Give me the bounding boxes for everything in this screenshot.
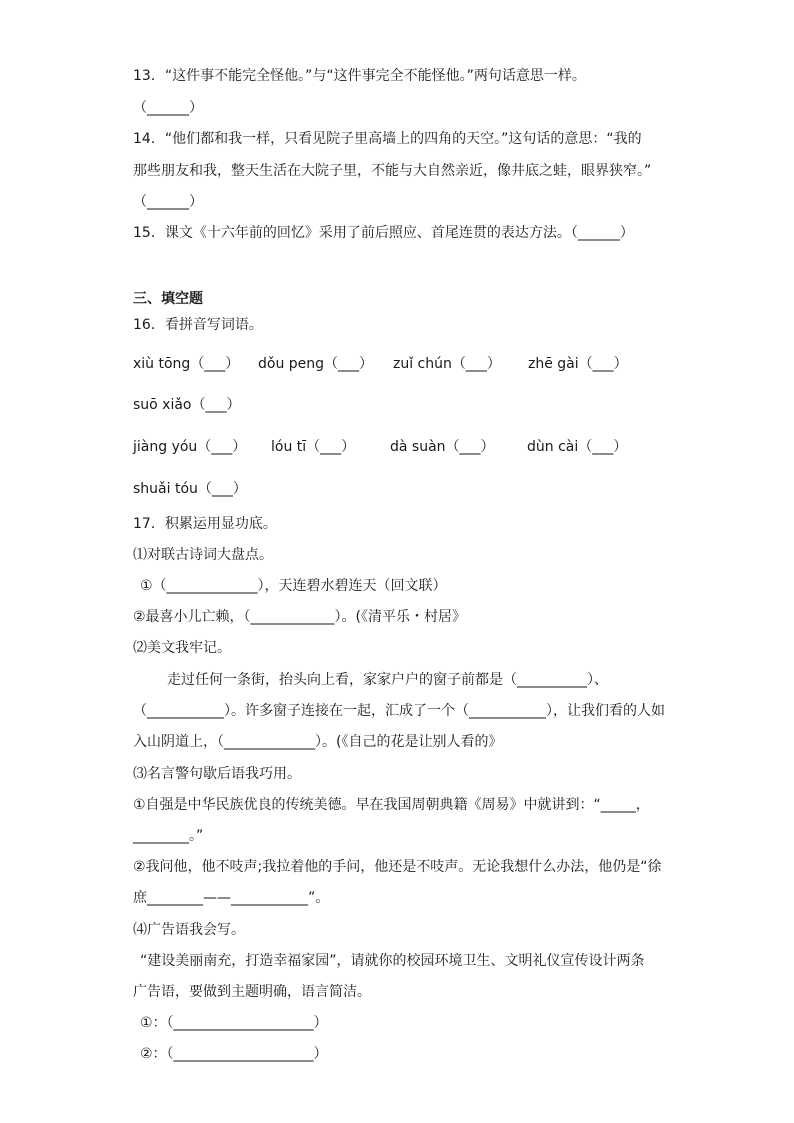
pinyin-item[interactable]: lóu tī（___） — [271, 439, 356, 455]
q17-part1-b[interactable]: ②最喜小儿亡赖，（____________）。(《清平乐・村居》 — [133, 609, 467, 625]
pinyin-item[interactable]: dùn cài（___） — [527, 439, 628, 455]
pinyin-item[interactable]: dà suàn（___） — [390, 439, 495, 455]
q17-part4-line-1: “建设美丽南充，打造幸福家园”，请就你的校园环境卫生、文明礼仪宣传设计两条 — [140, 953, 645, 969]
pinyin-item[interactable]: suō xiǎo（___） — [133, 397, 241, 413]
q13-text: 13．“这件事不能完全怪他。”与“这件事完全不能怪他。”两句话意思一样。 — [133, 68, 586, 84]
q17-part2-line-2[interactable]: （___________）。许多窗子连接在一起，汇成了一个（___________），让我们看的人如 — [133, 703, 665, 719]
q17-part3-b-line-2[interactable]: 庶________——___________”。 — [133, 890, 330, 906]
q17-part4-title: ⑷广告语我会写。 — [133, 922, 245, 938]
q14-line-1: 14．“他们都和我一样，只看见院子里高墙上的四角的天空。”这句话的意思：“我的 — [133, 131, 642, 147]
q13-answer-blank[interactable]: （______） — [133, 100, 203, 116]
q17-part4-answer-2[interactable]: ②：（____________________） — [140, 1046, 328, 1062]
q17-part3-b-line-1: ②我问他，他不吱声;我拉着他的手问，他还是不吱声。无论我想什么办法，他仍是“徐 — [133, 859, 662, 875]
pinyin-item[interactable]: zhē gài（___） — [528, 356, 628, 372]
q17-part2-line-1[interactable]: 走过任何一条街，抬头向上看，家家户户的窗子前都是（__________）、 — [167, 672, 608, 688]
pinyin-item[interactable]: jiàng yóu（___） — [133, 439, 247, 455]
section-title: 三、填空题 — [133, 291, 203, 307]
q17-part1-title: ⑴对联古诗词大盘点。 — [133, 547, 273, 563]
q17-part4-answer-1[interactable]: ①：（____________________） — [140, 1015, 328, 1031]
q17-part3-title: ⑶名言警句歇后语我巧用。 — [133, 766, 301, 782]
q14-answer-blank[interactable]: （______） — [133, 194, 203, 210]
q17-part3-a-line-1[interactable]: ①自强是中华民族优良的传统美德。早在我国周朝典籍《周易》中就讲到：“_____， — [133, 797, 650, 813]
q17-part2-line-3[interactable]: 入山阴道上，（_____________）。(《自己的花是让别人看的》 — [133, 734, 503, 750]
q16-row-1 — [133, 355, 628, 373]
q17-part3-a-line-2[interactable]: ________。” — [133, 828, 204, 844]
pinyin-item[interactable]: shuǎi tóu（___） — [133, 481, 247, 497]
q14-line-2: 那些朋友和我，整天生活在大院子里，不能与大自然亲近，像井底之蛙，眼界狭窄。” — [133, 163, 652, 179]
q16-prompt: 16．看拼音写词语。 — [133, 317, 263, 333]
pinyin-item[interactable]: xiù tōng（___） — [133, 356, 240, 372]
q17-prompt: 17．积累运用显功底。 — [133, 516, 277, 532]
q16-row-3 — [133, 438, 627, 456]
q17-part4-line-2: 广告语，要做到主题明确，语言简洁。 — [133, 984, 371, 1000]
q16-row-4 — [133, 480, 247, 498]
q16-row-2 — [133, 396, 241, 414]
q17-part2-title: ⑵美文我牢记。 — [133, 640, 231, 656]
question-15: 15．课文《十六年前的回忆》采用了前后照应、首尾连贯的表达方法。（______） — [133, 225, 634, 241]
q17-part1-a[interactable]: ①（_____________），天连碧水碧连天（回文联） — [140, 578, 447, 594]
pinyin-item[interactable]: zuǐ chún（___） — [393, 356, 501, 372]
pinyin-item[interactable]: dǒu peng（___） — [258, 356, 374, 372]
